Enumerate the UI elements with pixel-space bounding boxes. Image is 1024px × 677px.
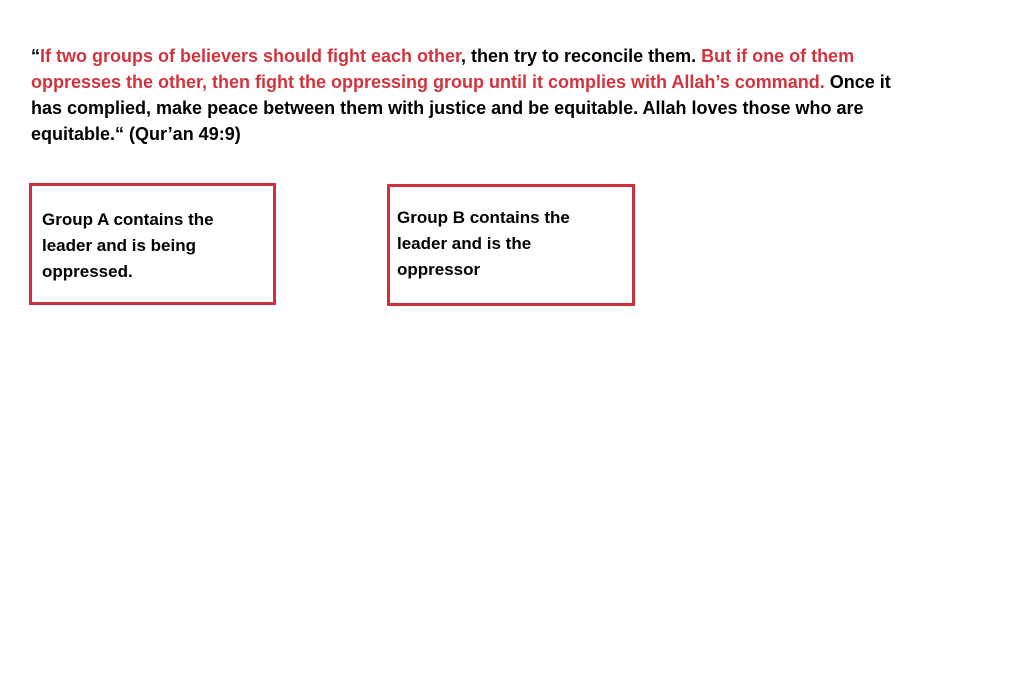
group-a-line-2: leader and is being — [42, 236, 196, 255]
quote-segment-fight: If two groups of believers should fight each other — [40, 46, 462, 66]
group-a-line-3: oppressed. — [42, 262, 133, 281]
group-a-line-1: Group A contains the — [42, 210, 214, 229]
group-b-line-1: Group B contains the — [397, 208, 570, 227]
group-a-box — [29, 183, 276, 305]
quote-segment-reconcile: , then try to reconcile them. — [461, 46, 702, 66]
quote-segment-oppress: But if one of them oppresses the other, then fight the oppressing group until it complies with Allah’s command. — [31, 46, 855, 92]
quote-segment-justice: Once it has complied, make peace between them with justice and be equitable. Allah loves those who are equitable.“ (Qur’an 49:9) — [31, 72, 891, 144]
quote-open-mark: “ — [31, 46, 40, 66]
quran-quote — [31, 43, 911, 147]
group-b-line-3: oppressor — [397, 260, 481, 279]
group-b-box — [387, 184, 635, 306]
group-b-line-2: leader and is the — [397, 234, 532, 253]
